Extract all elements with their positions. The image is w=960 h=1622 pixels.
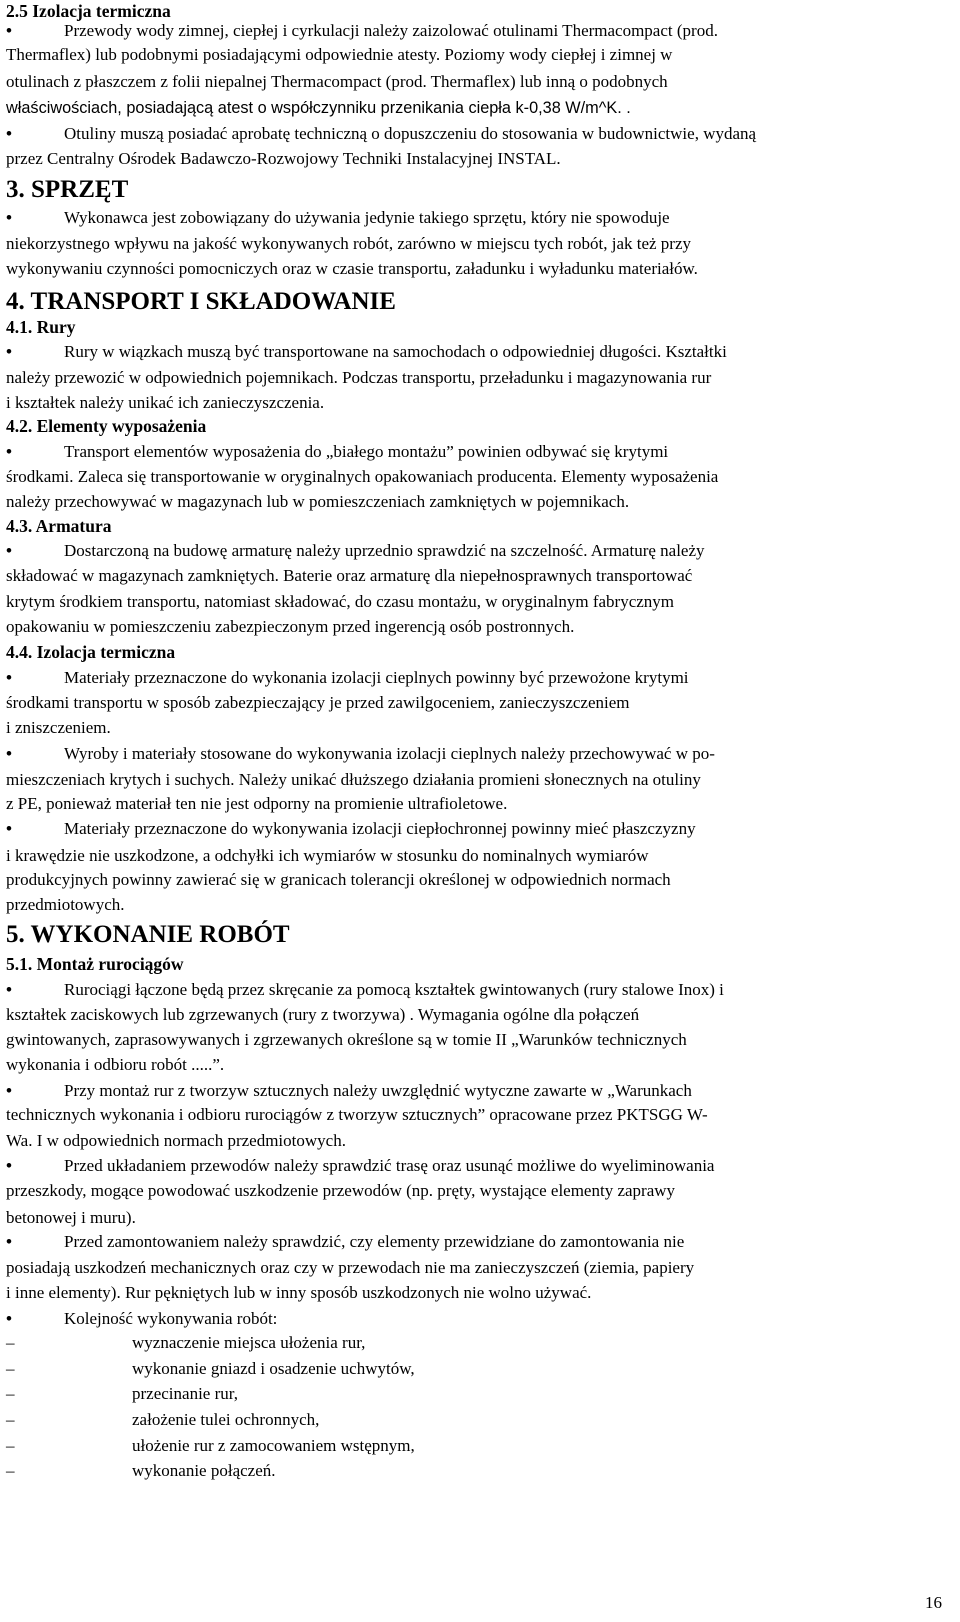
bullet-item — [6, 1231, 948, 1253]
bullet-icon: • — [6, 208, 12, 227]
paragraph-line: otulinach z płaszczem z folii niepalnej Thermacompact (prod. Thermaflex) lub inną o podobnych — [6, 72, 668, 91]
bullet-icon: • — [6, 124, 12, 143]
bullet-text: Materiały przeznaczone do wykonywania izolacji ciepłochronnej powinny mieć płaszczyzny — [64, 819, 696, 838]
dash-list-item — [6, 1435, 948, 1457]
paragraph-line: przez Centralny Ośrodek Badawczo-Rozwojowy Techniki Instalacyjnej INSTAL. — [6, 149, 561, 168]
bullet-text: Rurociągi łączone będą przez skręcanie za pomocą kształtek gwintowanych (rury stalowe Inox) i — [64, 980, 724, 999]
dash-icon: – — [6, 1461, 15, 1480]
paragraph-line: właściwościach, posiadającą atest o współczynniku przenikania ciepła k-0,38 W/m^K. . — [6, 99, 631, 117]
paragraph-line: z PE, ponieważ materiał ten nie jest odporny na promienie ultrafioletowe. — [6, 794, 508, 813]
bullet-text: Wyroby i materiały stosowane do wykonywania izolacji cieplnych należy przechowywać w po- — [64, 744, 715, 763]
bullet-item — [6, 743, 948, 765]
paragraph-line: przeszkody, mogące powodować uszkodzenie przewodów (np. pręty, wystające elementy zaprawy — [6, 1181, 676, 1200]
bullet-icon: • — [6, 1156, 12, 1175]
paragraph-line: środkami transportu w sposób zabezpieczający je przed zawilgoceniem, zanieczyszczeniem — [6, 693, 630, 712]
section-heading: 5. WYKONANIE ROBÓT — [6, 921, 290, 948]
bullet-icon: • — [6, 541, 12, 560]
paragraph-line: Wa. I w odpowiednich normach przedmiotowych. — [6, 1131, 346, 1150]
subsection-heading: 4.2. Elementy wyposażenia — [6, 416, 207, 436]
paragraph-line: składować w magazynach zamkniętych. Baterie oraz armaturę dla niepełnosprawnych transportować — [6, 566, 693, 585]
section-heading: 4. TRANSPORT I SKŁADOWANIE — [6, 288, 396, 315]
bullet-text: Wykonawca jest zobowiązany do używania jedynie takiego sprzętu, który nie spowoduje — [64, 208, 670, 227]
bullet-item — [6, 123, 948, 145]
paragraph-line: produkcyjnych powinny zawierać się w granicach tolerancji określonej w odpowiednich normach — [6, 870, 671, 889]
bullet-item — [6, 20, 948, 42]
bullet-item — [6, 540, 948, 562]
paragraph-line: należy przewozić w odpowiednich pojemnikach. Podczas transportu, przeładunku i magazynowania rur — [6, 368, 712, 387]
paragraph-line: i krawędzie nie uszkodzone, a odchyłki ich wymiarów w stosunku do nominalnych wymiarów — [6, 846, 649, 865]
bullet-icon: • — [6, 1081, 12, 1100]
paragraph-line: należy przechowywać w magazynach lub w pomieszczeniach zamkniętych w pojemnikach. — [6, 492, 630, 511]
bullet-text: Rury w wiązkach muszą być transportowane na samochodach o odpowiedniej długości. Kształtki — [64, 342, 727, 361]
subsection-heading: 5.1. Montaż rurociągów — [6, 954, 184, 974]
dash-list-item — [6, 1383, 948, 1405]
bullet-item — [6, 979, 948, 1001]
paragraph-line: technicznych wykonania i odbioru rurociągów z tworzyw sztucznych” opracowane przez PKTSGG W- — [6, 1105, 708, 1124]
dash-icon: – — [6, 1359, 15, 1378]
paragraph-line: niekorzystnego wpływu na jakość wykonywanych robót, zarówno w miejscu tych robót, jak też przy — [6, 234, 692, 253]
dash-icon: – — [6, 1410, 15, 1429]
paragraph-line: mieszczeniach krytych i suchych. Należy unikać dłuższego działania promieni słonecznych na otuliny — [6, 770, 701, 789]
bullet-text: Przed układaniem przewodów należy sprawdzić trasę oraz usunąć możliwe do wyeliminowania — [64, 1156, 715, 1175]
bullet-icon: • — [6, 342, 12, 361]
bullet-text: Otuliny muszą posiadać aprobatę techniczną o dopuszczeniu do stosowania w budownictwie, wydaną — [64, 124, 757, 143]
paragraph-line: i inne elementy). Rur pękniętych lub w inny sposób uszkodzonych nie wolno używać. — [6, 1283, 592, 1302]
dash-item-text: wyznaczenie miejsca ułożenia rur, — [132, 1333, 366, 1352]
bullet-text: Transport elementów wyposażenia do „białego montażu” powinien odbywać się krytymi — [64, 442, 669, 461]
dash-icon: – — [6, 1333, 15, 1352]
paragraph-line: posiadają uszkodzeń mechanicznych oraz czy w przewodach nie ma zanieczyszczeń (ziemia, papiery — [6, 1258, 695, 1277]
bullet-icon: • — [6, 21, 12, 40]
bullet-item — [6, 1308, 948, 1330]
bullet-text: Kolejność wykonywania robót: — [64, 1309, 278, 1328]
bullet-item — [6, 207, 948, 229]
page-number: 16 — [925, 1593, 942, 1612]
dash-item-text: wykonanie połączeń. — [132, 1461, 276, 1480]
bullet-text: Materiały przeznaczone do wykonania izolacji cieplnych powinny być przewożone krytymi — [64, 668, 689, 687]
bullet-icon: • — [6, 442, 12, 461]
bullet-item — [6, 1155, 948, 1177]
paragraph-line: przedmiotowych. — [6, 895, 125, 914]
bullet-icon: • — [6, 980, 12, 999]
dash-list-item — [6, 1358, 948, 1380]
bullet-item — [6, 667, 948, 689]
paragraph-line: wykonywaniu czynności pomocniczych oraz w czasie transportu, załadunku i wyładunku materiałów. — [6, 259, 698, 278]
bullet-item — [6, 818, 948, 840]
dash-list-item — [6, 1460, 948, 1482]
paragraph-line: krytym środkiem transportu, natomiast składować, do czasu montażu, w oryginalnym fabrycznym — [6, 592, 675, 611]
paragraph-line: środkami. Zaleca się transportowanie w oryginalnych opakowaniach producenta. Elementy wyposażenia — [6, 467, 719, 486]
dash-item-text: wykonanie gniazd i osadzenie uchwytów, — [132, 1359, 415, 1378]
paragraph-line: i zniszczeniem. — [6, 718, 111, 737]
subsection-heading: 4.1. Rury — [6, 317, 76, 337]
dash-list-item — [6, 1409, 948, 1431]
bullet-text: Dostarczoną na budowę armaturę należy uprzednio sprawdzić na szczelność. Armaturę należy — [64, 541, 705, 560]
paragraph-line: gwintowanych, zaprasowywanych i zgrzewanych określone są w tomie II „Warunków technicznych — [6, 1030, 687, 1049]
paragraph-line: kształtek zaciskowych lub zgrzewanych (rury z tworzywa) . Wymagania ogólne dla połączeń — [6, 1005, 640, 1024]
bullet-item — [6, 1080, 948, 1102]
bullet-icon: • — [6, 668, 12, 687]
dash-icon: – — [6, 1436, 15, 1455]
paragraph-line: betonowej i muru). — [6, 1208, 136, 1227]
paragraph-line: i kształtek należy unikać ich zanieczyszczenia. — [6, 393, 325, 412]
bullet-icon: • — [6, 1309, 12, 1328]
section-heading: 3. SPRZĘT — [6, 176, 129, 203]
bullet-text: Przed zamontowaniem należy sprawdzić, czy elementy przewidziane do zamontowania nie — [64, 1232, 685, 1251]
paragraph-line: opakowaniu w pomieszczeniu zabezpieczonym przed ingerencją osób postronnych. — [6, 617, 575, 636]
subsection-heading: 4.3. Armatura — [6, 516, 112, 536]
subsection-heading: 2.5 Izolacja termiczna — [6, 1, 171, 21]
paragraph-line: wykonania i odbioru robót .....”. — [6, 1055, 225, 1074]
bullet-icon: • — [6, 819, 12, 838]
bullet-icon: • — [6, 1232, 12, 1251]
bullet-text: Przewody wody zimnej, ciepłej i cyrkulacji należy zaizolować otulinami Thermacompact (prod. — [64, 21, 718, 40]
dash-icon: – — [6, 1384, 15, 1403]
bullet-text: Przy montaż rur z tworzyw sztucznych należy uwzględnić wytyczne zawarte w „Warunkach — [64, 1081, 692, 1100]
subsection-heading: 4.4. Izolacja termiczna — [6, 642, 176, 662]
dash-item-text: ułożenie rur z zamocowaniem wstępnym, — [132, 1436, 415, 1455]
dash-list-item — [6, 1332, 948, 1354]
paragraph-line: Thermaflex) lub podobnymi posiadającymi odpowiednie atesty. Poziomy wody ciepłej i zimnej w — [6, 45, 673, 64]
dash-item-text: założenie tulei ochronnych, — [132, 1410, 320, 1429]
bullet-item — [6, 341, 948, 363]
bullet-icon: • — [6, 744, 12, 763]
bullet-item — [6, 441, 948, 463]
dash-item-text: przecinanie rur, — [132, 1384, 238, 1403]
